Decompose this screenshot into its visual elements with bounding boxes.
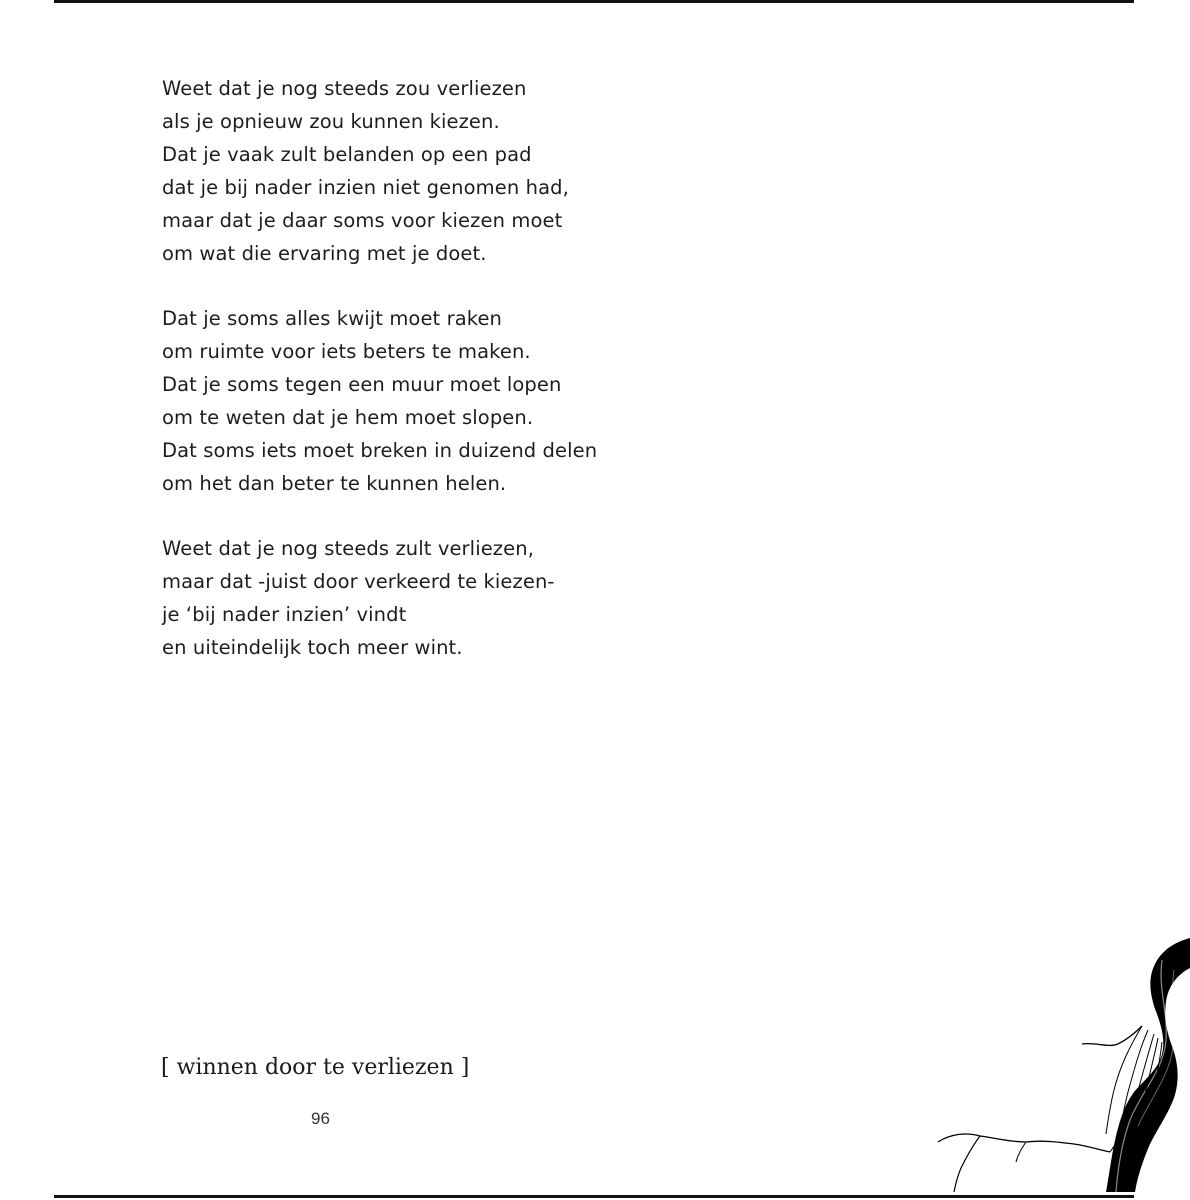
poem-line: maar dat je daar soms voor kiezen moet [162, 209, 563, 232]
poem-title: [ winnen door te verliezen ] [161, 1055, 470, 1080]
stanza-3 [162, 532, 722, 664]
poem-line: om wat die ervaring met je doet. [162, 242, 487, 265]
ink-branch-illustration [930, 930, 1190, 1192]
stanza-1 [162, 72, 722, 270]
top-rule [54, 0, 1134, 3]
bottom-rule [54, 1195, 1134, 1198]
poem-line: Dat je vaak zult belanden op een pad [162, 143, 532, 166]
poem [162, 72, 722, 696]
stanza-2 [162, 302, 722, 500]
poem-line: om het dan beter te kunnen helen. [162, 472, 507, 495]
poem-line: om te weten dat je hem moet slopen. [162, 406, 534, 429]
poem-line: Weet dat je nog steeds zult verliezen, [162, 537, 534, 560]
poem-line: dat je bij nader inzien niet genomen had, [162, 176, 569, 199]
poem-line: Dat je soms tegen een muur moet lopen [162, 373, 562, 396]
poem-line: als je opnieuw zou kunnen kiezen. [162, 110, 500, 133]
poem-line: maar dat -juist door verkeerd te kiezen- [162, 570, 555, 593]
poem-line: om ruimte voor iets beters te maken. [162, 340, 531, 363]
poem-line: Weet dat je nog steeds zou verliezen [162, 77, 527, 100]
poem-line: je ‘bij nader inzien’ vindt [162, 603, 407, 626]
poem-line: Dat je soms alles kwijt moet raken [162, 307, 503, 330]
page-number: 96 [311, 1109, 330, 1128]
poem-line: Dat soms iets moet breken in duizend delen [162, 439, 598, 462]
poem-line: en uiteindelijk toch meer wint. [162, 636, 463, 659]
